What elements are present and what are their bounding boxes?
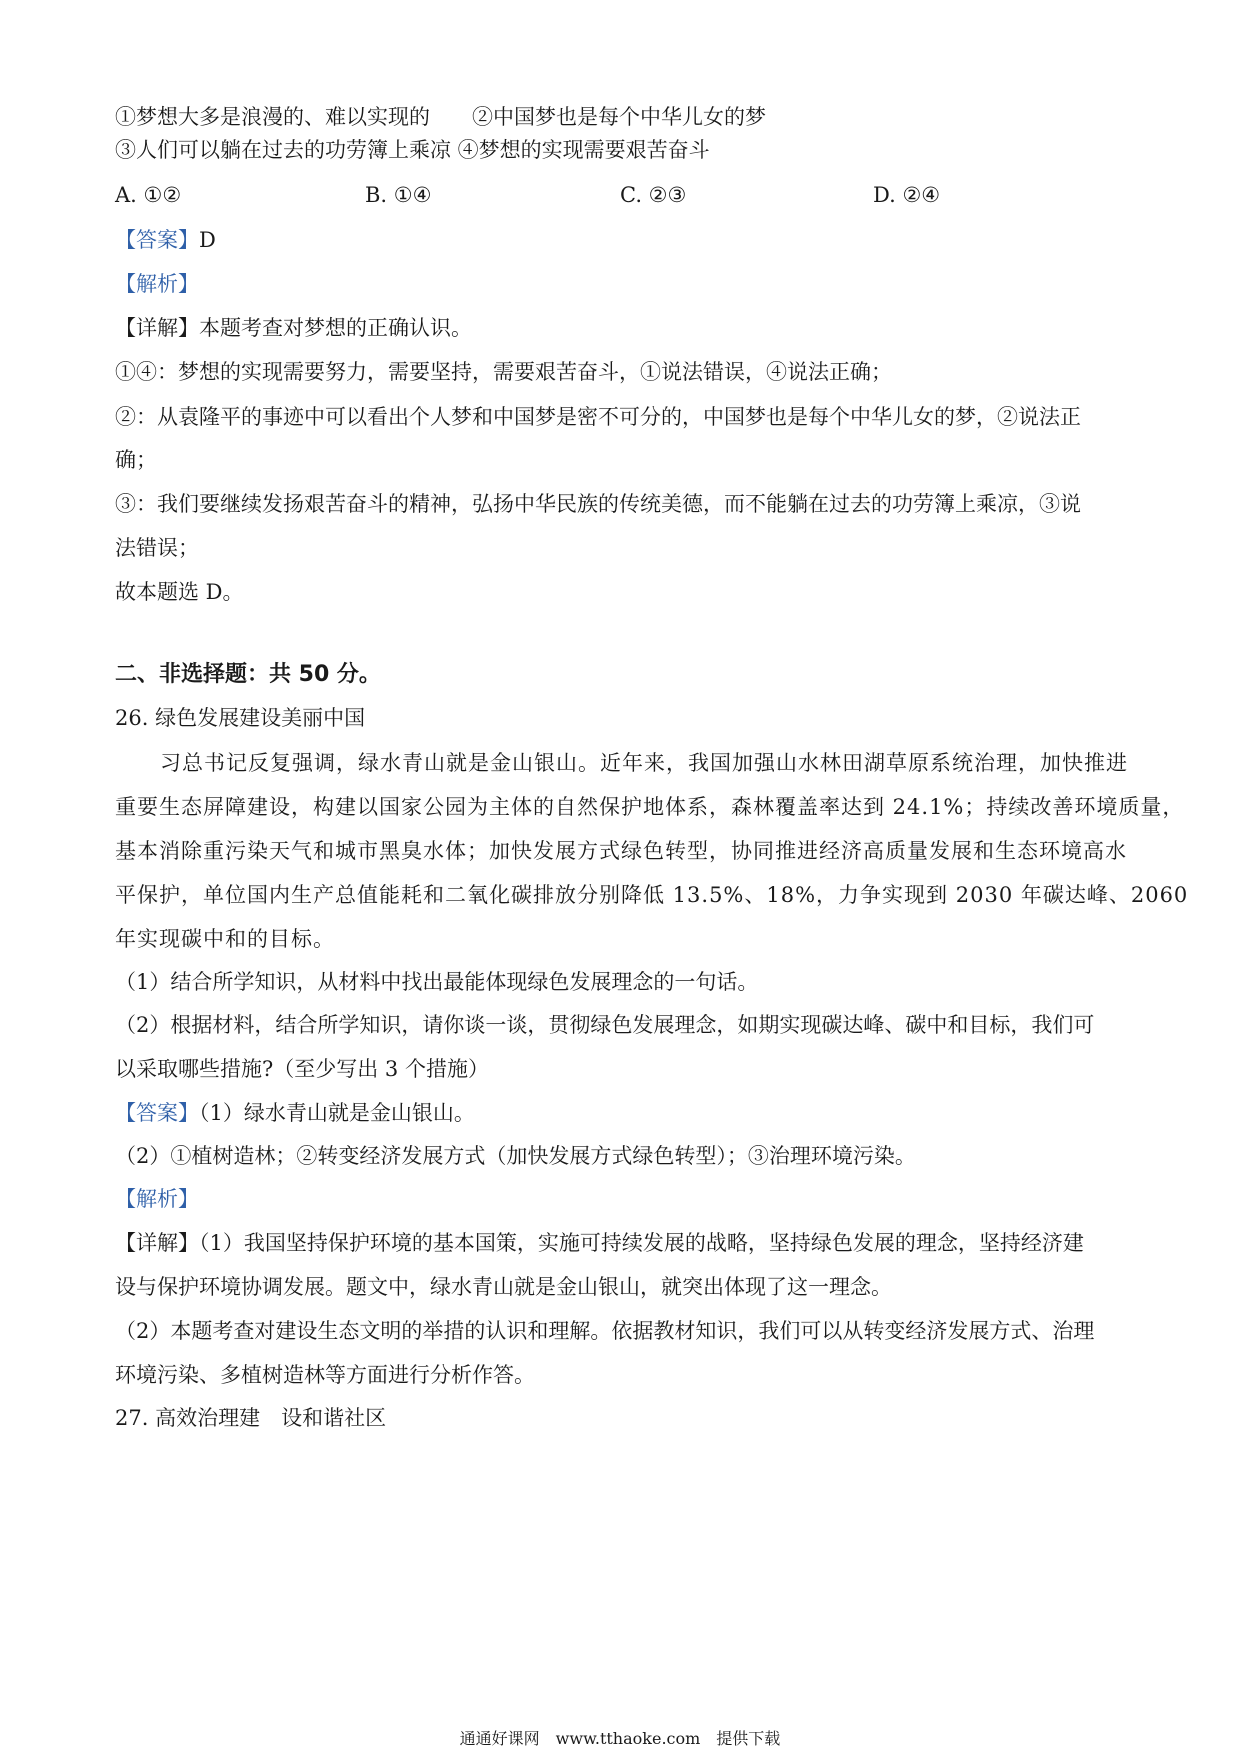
answer-options	[115, 180, 1135, 210]
material-line-1: 习总书记反复强调，绿水青山就是金山银山。近年来，我国加强山水林田湖草原系统治理，加快推进	[160, 751, 1128, 775]
material-line-5: 年实现碳中和的目标。	[115, 927, 335, 951]
detail-1-line-2: ②：从袁隆平的事迹中可以看出个人梦和中国梦是密不可分的，中国梦也是每个中华儿女的梦，②说法正	[115, 405, 1081, 429]
question-26-2-line-2: 以采取哪些措施?（至少写出 3 个措施）	[115, 1057, 489, 1081]
option-d: D. ②④	[873, 183, 941, 207]
question-26-title: 26. 绿色发展建设美丽中国	[115, 706, 366, 730]
detail-1-line-4: ③：我们要继续发扬艰苦奋斗的精神，弘扬中华民族的传统美德，而不能躺在过去的功劳簿上乘凉，③说	[115, 492, 1081, 516]
question-27-title: 27. 高效治理建 设和谐社区	[115, 1406, 387, 1430]
material-line-3: 基本消除重污染天气和城市黑臭水体；加快发展方式绿色转型，协同推进经济高质量发展和生态环境高水	[115, 839, 1127, 863]
answer-1	[115, 225, 1135, 255]
answer-tag: 【答案】	[115, 228, 199, 252]
detail-1-line-3: 确；	[115, 448, 157, 472]
detail-1-conclusion: 故本题选 D。	[115, 580, 244, 604]
material-line-2: 重要生态屏障建设，构建以国家公园为主体的自然保护地体系，森林覆盖率达到 24.1%；持续改善环境质量，	[115, 795, 1185, 819]
page-footer: 通通好课网 www.tthaoke.com 提供下载	[459, 1729, 781, 1748]
answer-value: （1）绿水青山就是金山银山。	[199, 1101, 475, 1125]
question-26-1: （1）结合所学知识，从材料中找出最能体现绿色发展理念的一句话。	[115, 970, 759, 994]
option-statement-line-2: ③人们可以躺在过去的功劳簿上乘凉 ④梦想的实现需要艰苦奋斗	[115, 138, 710, 162]
analysis-tag-1: 【解析】	[115, 272, 199, 296]
material-line-4: 平保护，单位国内生产总值能耗和二氧化碳排放分别降低 13.5%、18%，力争实现到 2030 年碳达峰、2060	[115, 883, 1189, 907]
option-c: C. ②③	[620, 183, 687, 207]
detail-2-line-4: 环境污染、多植树造林等方面进行分析作答。	[115, 1363, 535, 1387]
answer-2	[115, 1098, 1135, 1128]
detail-2-line-3: （2）本题考查对建设生态文明的举措的认识和理解。依据教材知识，我们可以从转变经济发展方式、治理	[115, 1319, 1095, 1343]
answer-value: D	[199, 228, 216, 252]
section-heading: 二、非选择题：共 50 分。	[115, 662, 381, 687]
detail-1-line-1: ①④：梦想的实现需要努力，需要坚持，需要艰苦奋斗，①说法错误，④说法正确；	[115, 360, 892, 384]
option-b: B. ①④	[365, 183, 432, 207]
detail-1-line-5: 法错误；	[115, 536, 199, 560]
detail-1-heading: 【详解】本题考查对梦想的正确认识。	[115, 316, 472, 340]
question-26-2-line-1: （2）根据材料，结合所学知识，请你谈一谈，贯彻绿色发展理念，如期实现碳达峰、碳中和目标，我们可	[115, 1013, 1095, 1037]
answer-2-line-2: （2）①植树造林；②转变经济发展方式（加快发展方式绿色转型）；③治理环境污染。	[115, 1144, 916, 1168]
detail-2-line-1: 【详解】（1）我国坚持保护环境的基本国策，实施可持续发展的战略，坚持绿色发展的理念，坚持经济建	[115, 1231, 1084, 1255]
analysis-tag-2: 【解析】	[115, 1187, 199, 1211]
option-a: A. ①②	[115, 183, 182, 207]
answer-tag: 【答案】	[115, 1101, 199, 1125]
option-statement-line-1: ①梦想大多是浪漫的、难以实现的 ②中国梦也是每个中华儿女的梦	[115, 105, 766, 129]
detail-2-line-2: 设与保护环境协调发展。题文中，绿水青山就是金山银山，就突出体现了这一理念。	[115, 1275, 892, 1299]
